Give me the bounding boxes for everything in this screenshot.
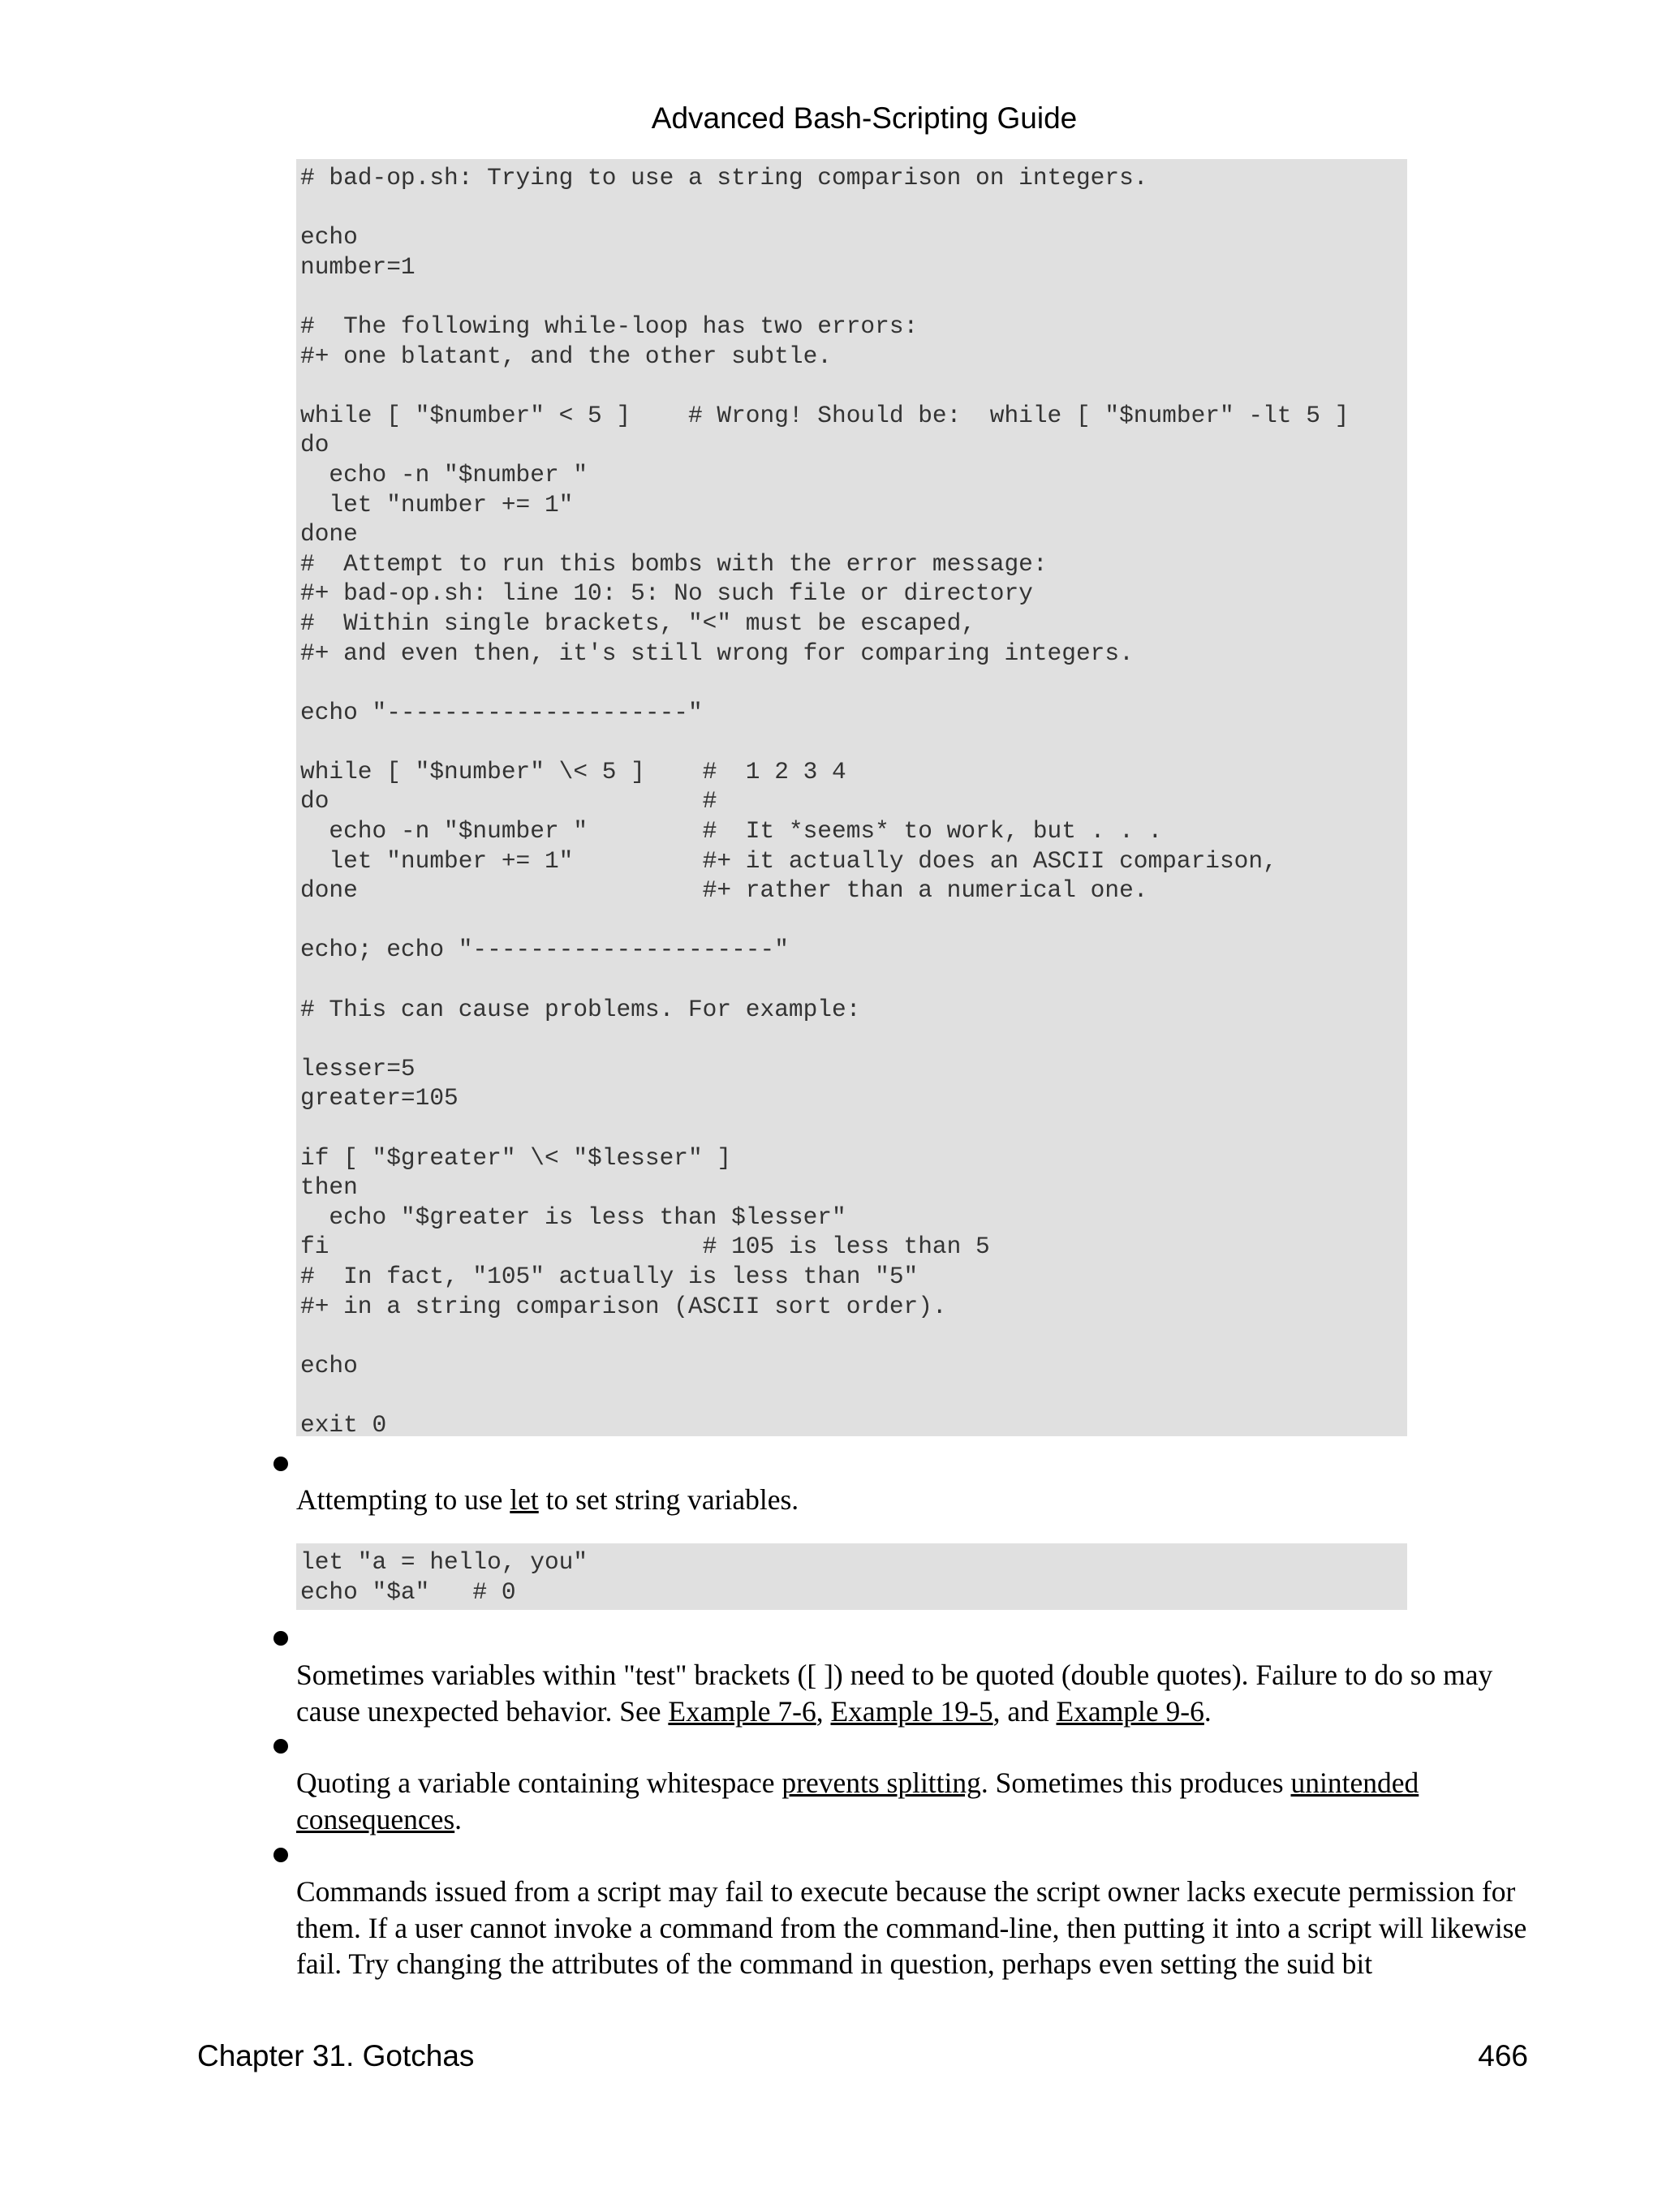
link-example-19-5[interactable]: Example 19-5 (830, 1694, 993, 1728)
code-line: # bad-op.sh: Trying to use a string comparison on integers. (300, 164, 1148, 192)
page-header-title: Advanced Bash-Scripting Guide (651, 101, 1078, 135)
link-prevents-splitting[interactable]: prevents splitting (781, 1767, 981, 1799)
code-block-bad-op (296, 159, 1407, 1436)
code-line: number=1 (300, 252, 416, 281)
code-line: let "number += 1" (300, 490, 574, 519)
text-segment: Attempting to use (296, 1483, 510, 1516)
code-line: done (300, 520, 358, 549)
code-line (300, 668, 1407, 698)
code-line (300, 193, 1407, 223)
code-line: echo "---------------------" (300, 698, 703, 726)
code-line: let "number += 1" #+ it actually does an ASCII comparison, (300, 846, 1277, 875)
code-line: if [ "$greater" \< "$lesser" ] (300, 1143, 732, 1172)
code-line: while [ "$number" \< 5 ] # 1 2 3 4 (300, 757, 846, 785)
code-line: # In fact, "105" actually is less than "5" (300, 1262, 919, 1290)
paragraph-let-string (296, 1482, 1546, 1518)
code-line (300, 727, 1407, 757)
link-let[interactable]: let (510, 1483, 539, 1516)
code-line: echo; echo "---------------------" (300, 936, 789, 964)
code-line: fi # 105 is less than 5 (300, 1233, 990, 1261)
text-segment: . Sometimes this produces (980, 1767, 1291, 1799)
code-line: done #+ rather than a numerical one. (300, 876, 1148, 905)
code-line (300, 1113, 1407, 1143)
paragraph-execute-permission: Commands issued from a script may fail to execute because the script owner lacks execute permission for them. If a user cannot invoke a command from the command-line, then putting it into a script will likewise fail. Try changing the attributes of the command in question, perhaps even setting the suid bit (296, 1875, 1527, 1980)
text-segment: . (454, 1802, 463, 1835)
code-line: exit 0 (300, 1410, 387, 1436)
code-line (300, 1380, 1407, 1410)
text-segment: to set string variables. (538, 1483, 799, 1516)
footer-chapter-title: Chapter 31. Gotchas (197, 2039, 475, 2072)
code-line (300, 282, 1407, 312)
code-line (300, 1321, 1407, 1351)
text-segment: , and (992, 1694, 1057, 1728)
paragraph-whitespace-splitting (296, 1765, 1546, 1837)
code-line: then (300, 1173, 358, 1202)
list-bullet (273, 1739, 288, 1754)
code-line: # Within single brackets, "<" must be escaped, (300, 609, 976, 637)
list-bullet (273, 1848, 288, 1862)
code-line: #+ one blatant, and the other subtle. (300, 342, 833, 370)
code-line: while [ "$number" < 5 ] # Wrong! Should be: while [ "$number" -lt 5 ] (300, 401, 1350, 429)
code-line (300, 371, 1407, 401)
code-line: lesser=5 (300, 1054, 416, 1082)
code-line: let "a = hello, you" (300, 1548, 588, 1576)
code-line: do (300, 431, 329, 459)
code-line: greater=105 (300, 1084, 459, 1112)
text-segment: Quoting a variable containing whitespace (296, 1767, 782, 1799)
code-line (300, 906, 1407, 936)
code-line: echo -n "$number " (300, 460, 588, 488)
footer-page-number: 466 (1478, 2039, 1528, 2072)
code-block-let (296, 1543, 1407, 1610)
list-bullet (273, 1457, 288, 1471)
list-bullet (273, 1631, 288, 1646)
paragraph-quoted-variables (296, 1657, 1546, 1729)
code-line: echo "$a" # 0 (300, 1577, 516, 1606)
code-line (300, 965, 1407, 995)
code-line: #+ bad-op.sh: line 10: 5: No such file or directory (300, 579, 1033, 608)
text-segment: , (816, 1694, 831, 1728)
code-line: echo "$greater is less than $lesser" (300, 1203, 846, 1231)
code-line: # The following while-loop has two errors: (300, 312, 919, 340)
link-example-9-6[interactable]: Example 9-6 (1056, 1694, 1204, 1728)
link-example-7-6[interactable]: Example 7-6 (668, 1694, 816, 1728)
link-unintended-consequences[interactable]: unintended consequences (296, 1767, 1419, 1835)
code-line: echo (300, 223, 358, 252)
text-segment: . (1203, 1694, 1212, 1728)
code-line: # Attempt to run this bombs with the error message: (300, 549, 1048, 578)
text-segment: Sometimes variables within "test" brackets ([ ]) need to be quoted (double quotes). Failure to do so may cause unexpected behavior. See (296, 1659, 1493, 1728)
code-line: #+ in a string comparison (ASCII sort order). (300, 1292, 947, 1320)
code-line: do # (300, 787, 717, 816)
code-line: echo (300, 1351, 358, 1379)
code-line: # This can cause problems. For example: (300, 995, 861, 1023)
code-line: #+ and even then, it's still wrong for comparing integers. (300, 639, 1134, 667)
code-line: echo -n "$number " # It *seems* to work, but . . . (300, 817, 1163, 846)
code-line (300, 1024, 1407, 1054)
